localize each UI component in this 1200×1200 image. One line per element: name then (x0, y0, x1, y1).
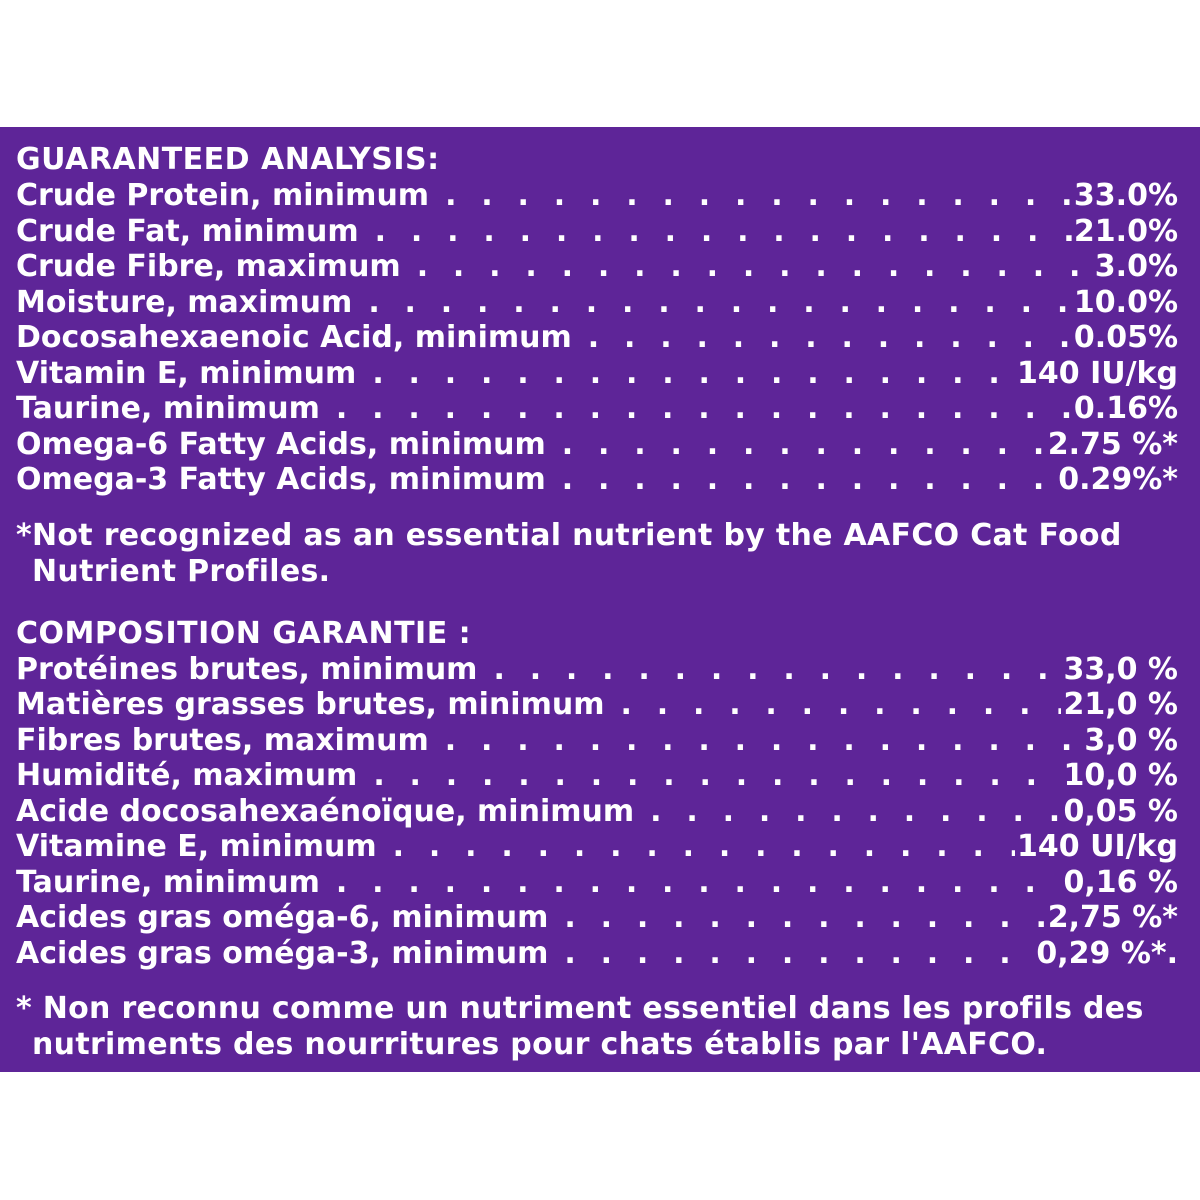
nutrient-label: Humidité, maximum (16, 758, 358, 793)
analysis-row (16, 356, 1178, 392)
analysis-row (16, 285, 1178, 321)
analysis-row (16, 794, 1178, 830)
dot-leader (445, 723, 1083, 759)
dot-leader (564, 936, 1034, 972)
nutrient-label: Taurine, minimum (16, 391, 320, 426)
french-footnote: * Non reconnu comme un nutriment essentiel dans les profils des nutriments des nourritures pour chats établis par l'AAFCO. (16, 991, 1144, 1062)
nutrient-value: 140 UI/kg (1017, 829, 1178, 864)
spacer (16, 971, 1178, 991)
nutrient-value: 3.0% (1094, 249, 1178, 284)
nutrient-value: 21.0% (1073, 213, 1178, 249)
analysis-row (16, 462, 1178, 498)
nutrient-value: 10,0 % (1063, 758, 1178, 793)
analysis-row (16, 936, 1178, 972)
nutrient-label: Moisture, maximum (16, 284, 353, 320)
analysis-row (16, 758, 1178, 794)
analysis-row (16, 652, 1178, 688)
nutrition-panel (0, 127, 1200, 1072)
nutrient-label: Crude Fibre, maximum (16, 249, 401, 284)
dot-leader (562, 462, 1056, 498)
dot-leader (368, 285, 1072, 321)
nutrient-label: Acides gras oméga-3, minimum (16, 935, 549, 971)
dot-leader (493, 652, 1061, 688)
dot-leader (417, 249, 1093, 285)
nutrient-value: 21,0 % (1063, 687, 1178, 722)
dot-leader (375, 214, 1072, 250)
french-heading: COMPOSITION GARANTIE : (16, 615, 472, 651)
analysis-row (16, 391, 1178, 427)
nutrient-value: 0,16 % (1063, 864, 1178, 900)
spacer (16, 590, 1178, 615)
nutrient-value: 0,29 %*. (1036, 935, 1178, 971)
nutrient-value: 33,0 % (1063, 651, 1178, 687)
nutrient-value: 2.75 %* (1047, 426, 1178, 462)
analysis-row (16, 427, 1178, 463)
nutrient-label: Omega-3 Fatty Acids, minimum (16, 462, 546, 497)
nutrient-value: 3,0 % (1084, 722, 1178, 758)
english-heading: GUARANTEED ANALYSIS: (16, 142, 440, 177)
nutrient-value: 0.05% (1073, 320, 1178, 355)
nutrient-label: Vitamine E, minimum (16, 829, 377, 864)
nutrient-label: Acide docosahexaénoïque, minimum (16, 793, 635, 829)
nutrient-value: 0,05 % (1063, 793, 1178, 829)
spacer (16, 498, 1178, 518)
nutrient-value: 33.0% (1073, 178, 1178, 213)
nutrient-label: Protéines brutes, minimum (16, 651, 478, 687)
english-footnote: *Not recognized as an essential nutrient by the AAFCO Cat Food Nutrient Profiles. (16, 517, 1122, 589)
nutrient-value: 10.0% (1073, 284, 1178, 320)
dot-leader (373, 758, 1061, 794)
analysis-row (16, 249, 1178, 285)
nutrient-label: Fibres brutes, maximum (16, 722, 429, 758)
nutrient-value: 140 IU/kg (1017, 355, 1178, 391)
nutrient-label: Docosahexaenoic Acid, minimum (16, 320, 572, 355)
nutrient-label: Taurine, minimum (16, 864, 320, 900)
dot-leader (445, 178, 1072, 214)
dot-leader (564, 900, 1045, 936)
nutrient-label: Crude Protein, minimum (16, 178, 430, 213)
nutrient-value: 2,75 %* (1047, 900, 1178, 935)
nutrient-label: Omega-6 Fatty Acids, minimum (16, 426, 546, 462)
dot-leader (393, 829, 1015, 865)
nutrient-label: Crude Fat, minimum (16, 213, 359, 249)
analysis-row (16, 214, 1178, 250)
dot-leader (336, 865, 1062, 901)
analysis-row (16, 865, 1178, 901)
nutrient-label: Matières grasses brutes, minimum (16, 687, 605, 722)
french-analysis-list (16, 652, 1178, 972)
nutrient-label: Acides gras oméga-6, minimum (16, 900, 549, 935)
dot-leader (372, 356, 1015, 392)
analysis-row (16, 320, 1178, 356)
analysis-row (16, 178, 1178, 214)
dot-leader (336, 391, 1072, 427)
analysis-row (16, 723, 1178, 759)
analysis-row (16, 829, 1178, 865)
nutrient-value: 0.29%* (1058, 462, 1178, 497)
analysis-row (16, 900, 1178, 936)
nutrient-value: 0.16% (1073, 391, 1178, 426)
english-analysis-list (16, 178, 1178, 498)
dot-leader (620, 687, 1061, 723)
analysis-row (16, 687, 1178, 723)
dot-leader (588, 320, 1072, 356)
nutrient-label: Vitamin E, minimum (16, 355, 357, 391)
dot-leader (650, 794, 1061, 830)
dot-leader (562, 427, 1046, 463)
